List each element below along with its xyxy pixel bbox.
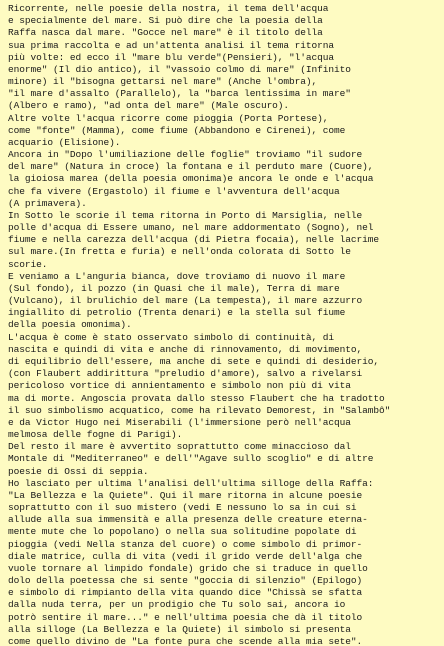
- text-line: "il mare d'assalto (Parallelo), la "barca lentissima in mare": [8, 88, 351, 100]
- text-line: e simbolo di rimpianto della vita quando dice "Chissà se sfatta: [8, 587, 363, 599]
- text-line: melmosa delle fogne di Parigi).: [8, 429, 183, 441]
- text-line: mente mute che lo popolano) o nella sua solitudine popolate di: [8, 526, 357, 538]
- text-line: (Albero e ramo), "ad onta del mare" (Male oscuro).: [8, 100, 290, 112]
- text-line: pericoloso vortice di annientamento e simbolo non più di vita: [8, 380, 351, 392]
- text-line: del mare" (Natura in croce) la fontana e il perduto mare (Cuore),: [8, 161, 374, 173]
- text-line: di equilibrio dell'essere, ma anche di sete e quindi di desiderio,: [8, 355, 379, 367]
- text-line: potrò sentire il mare..." e nell'ultima poesia che dà il titolo: [8, 611, 363, 623]
- text-line: (con Flaubert addirittura "preludio d'amore), salvo a rivelarsi: [8, 368, 363, 380]
- text-line: Ricorrente, nelle poesie della nostra, il tema dell'acqua: [8, 3, 329, 14]
- text-line: acquario (Elisione).: [8, 136, 121, 148]
- text-line: Raffa nasca dal mare. "Gocce nel mare" è il titolo della: [8, 27, 323, 39]
- text-line: Altre volte l'acqua ricorre come pioggia (Porta Portese),: [8, 112, 329, 124]
- text-line: e specialmente del mare. Si può dire che la poesia della: [8, 15, 323, 27]
- text-line: diale matrice, culla di vita (vedi il grido verde dell'alga che: [8, 550, 363, 562]
- text-line: dalla nuda terra, per un prodigio che Tu solo sai, ancora io: [8, 599, 346, 611]
- text-line: pioggia (vedi Nella stanza del cuore) o come simbolo di primor-: [8, 538, 363, 550]
- text-line: Ancora in "Dopo l'umiliazione delle foglie" troviamo "il sudore: [8, 149, 363, 161]
- text-line: e da Victor Hugo nei Miserabili (l'immersione però nell'acqua: [8, 416, 351, 428]
- text-line: (Vulcano), il brulichio del mare (La tempesta), il mare azzurro: [8, 295, 363, 307]
- text-line: vuole tornare al limpido fondale) grido che si traduce in quello: [8, 562, 368, 574]
- text-line: la gioiosa marea (della poesia omonima)e ancora le onde e l'acqua: [8, 173, 374, 185]
- text-line: il suo simbolismo acquatico, come ha rilevato Demorest, in "Salambô": [8, 404, 391, 416]
- text-line: scorie.: [8, 258, 48, 270]
- text-line: poesie di Ossi di seppia.: [8, 465, 149, 477]
- text-line: enorme" (Il dio antico), il "vassoio colmo di mare" (Infinito: [8, 63, 351, 75]
- text-line: In Sotto le scorie il tema ritorna in Porto di Marsiglia, nelle: [8, 209, 363, 221]
- text-line: minore) il "bisogna gettarsi nel mare" (Anche l'ombra),: [8, 76, 318, 88]
- text-line: nascita e quindi di vita e anche di rinnovamento, di movimento,: [8, 343, 363, 355]
- text-line: più volte: ed ecco il "mare blu verde"(Pensieri), "l'acqua: [8, 51, 335, 63]
- text-line: Ho lasciato per ultima l'analisi dell'ultima silloge della Raffa:: [8, 477, 374, 489]
- text-line: allude alla sua immensità e alla presenza delle creature eterna-: [8, 514, 368, 526]
- text-line: ma di morte. Angoscia provata dallo stesso Flaubert che ha tradotto: [8, 392, 385, 404]
- text-line: ingiallito di petrolio (Trenta denari) e la stella sul fiume: [8, 307, 346, 319]
- text-line: sul mare.(In fretta e furia) e nell'onda colorata di Sotto le: [8, 246, 351, 258]
- text-line: soprattutto con il suo mistero (vedi E nessuno lo sa in cui si: [8, 502, 357, 514]
- text-line: Del resto il mare è avvertito soprattutto come minaccioso dal: [8, 441, 351, 453]
- document-body: [8, 3, 440, 646]
- text-line: Montale di "Mediterraneo" e dell'"Agave sullo scoglio" e di altre: [8, 453, 374, 465]
- text-line: alla silloge (La Bellezza e la Quiete) il simbolo si presenta: [8, 623, 351, 635]
- text-line: della poesia omonima).: [8, 319, 132, 331]
- text-line: sua prima raccolta e ad un'attenta analisi il tema ritorna: [8, 39, 335, 51]
- text-line: fiume e nella carezza dell'acqua (di Pietra focaia), nelle lacrime: [8, 234, 379, 246]
- text-line: polle d'acqua di Essere umano, nel mare addormentato (Sogno), nel: [8, 222, 374, 234]
- text-line: (Sul fondo), il pozzo (in Quasi che il male), Terra di mare: [8, 282, 340, 294]
- text-line: come "fonte" (Mamma), come fiume (Abbandono e Cirenei), come: [8, 124, 346, 136]
- text-line: dolo della poetessa che si sente "goccia di silenzio" (Epilogo): [8, 575, 363, 587]
- text-line: "La Bellezza e la Quiete". Qui il mare ritorna in alcune poesie: [8, 489, 363, 501]
- text-line: che fa vivere (Ergastolo) il fiume e l'avventura dell'acqua: [8, 185, 340, 197]
- text-line: E veniamo a L'anguria bianca, dove troviamo di nuovo il mare: [8, 270, 346, 282]
- text-line: come quello divino de "La fonte pura che scende alla mia sete".: [8, 635, 363, 646]
- text-line: L'acqua è come è stato osservato simbolo di continuità, di: [8, 331, 335, 343]
- text-line: (A primavera).: [8, 197, 87, 209]
